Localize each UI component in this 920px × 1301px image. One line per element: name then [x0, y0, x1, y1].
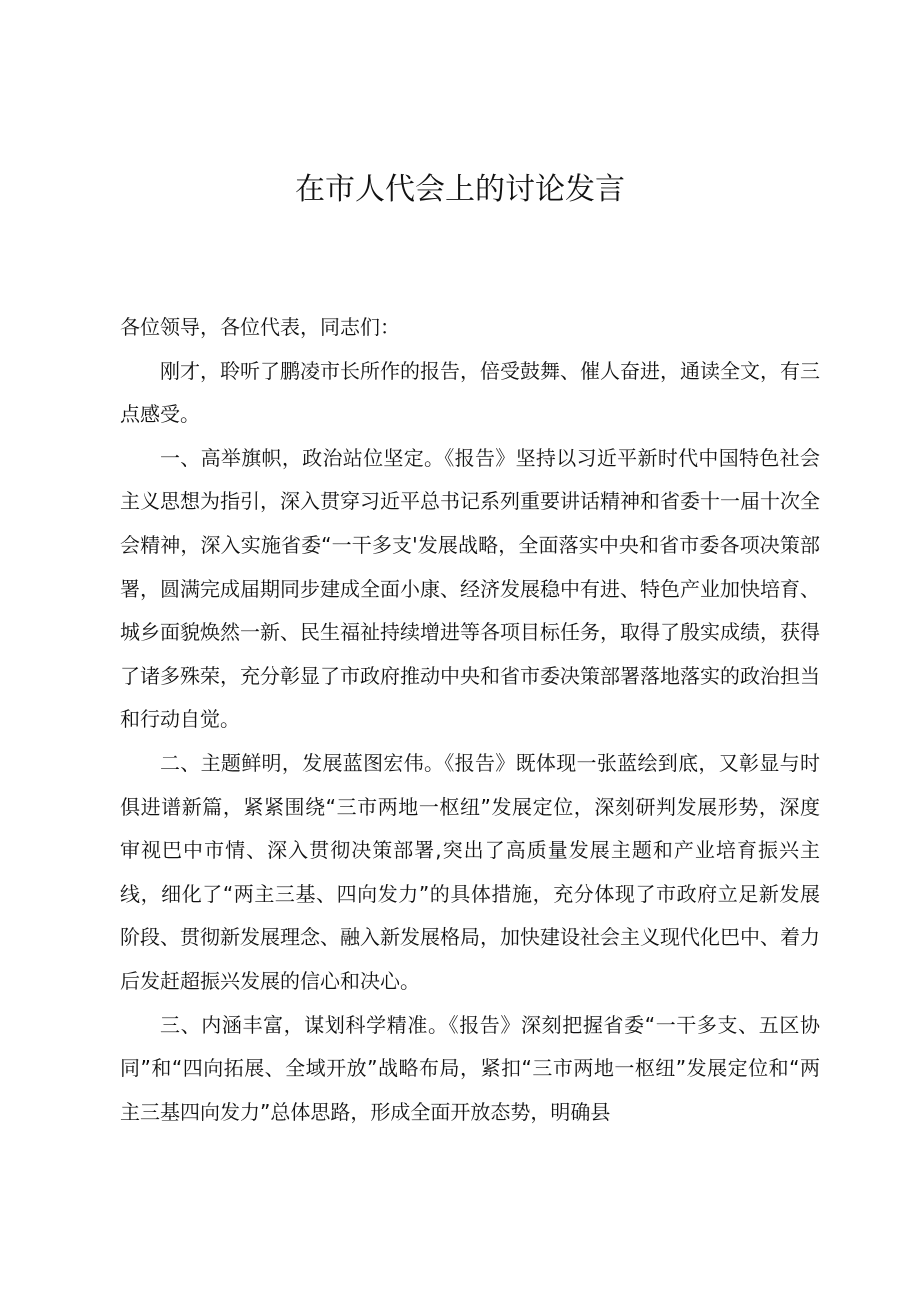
paragraph-point-two: 二、主题鲜明，发展蓝图宏伟。《报告》既体现一张蓝绘到底，又彰显与时俱进谱新篇，紧紧围绕“三市两地一枢纽”发展定位，深刻研判发展形势，深度审视巴中市情、深入贯彻决策部署,突出了高质量发展主题和产业培育振兴主线，细化了“两主三基、四向发力”的具体措施，充分体现了市政府立足新发展阶段、贯彻新发展理念、融入新发展格局，加快建设社会主义现代化巴中、着力后发赶超振兴发展的信心和决心。 — [120, 750, 820, 993]
paragraph-point-one: 一、高举旗帜，政治站位坚定。《报告》坚持以习近平新时代中国特色社会主义思想为指引，深入贯穿习近平总书记系列重要讲话精神和省委十一届十次全会精神，深入实施省委“一干多支'发展战略，全面落实中央和省市委各项决策部署，圆满完成届期同步建成全面小康、经济发展稳中有进、特色产业加快培育、城乡面貌焕然一新、民生福祉持续增进等各项目标任务，取得了殷实成绩，获得了诸多殊荣，充分彰显了市政府推动中央和省市委决策部署落地落实的政治担当和行动自觉。 — [120, 445, 820, 732]
document-title: 在市人代会上的讨论发言 — [295, 172, 625, 207]
paragraph-point-three: 三、内涵丰富，谋划科学精准。《报告》深刻把握省委“一干多支、五区协同”和“四向拓展、全域开放”战略布局，紧扣“三市两地一枢纽”发展定位和“两主三基四向发力”总体思路，形成全面开放态势，明确县 — [120, 1012, 820, 1124]
document-body — [120, 306, 820, 1134]
salutation: 各位领导，各位代表，同志们： — [120, 315, 400, 339]
paragraph-intro: 刚才，聆听了鹏凌市长所作的报告，倍受鼓舞、催人奋进，通读全文，有三点感受。 — [120, 358, 820, 427]
